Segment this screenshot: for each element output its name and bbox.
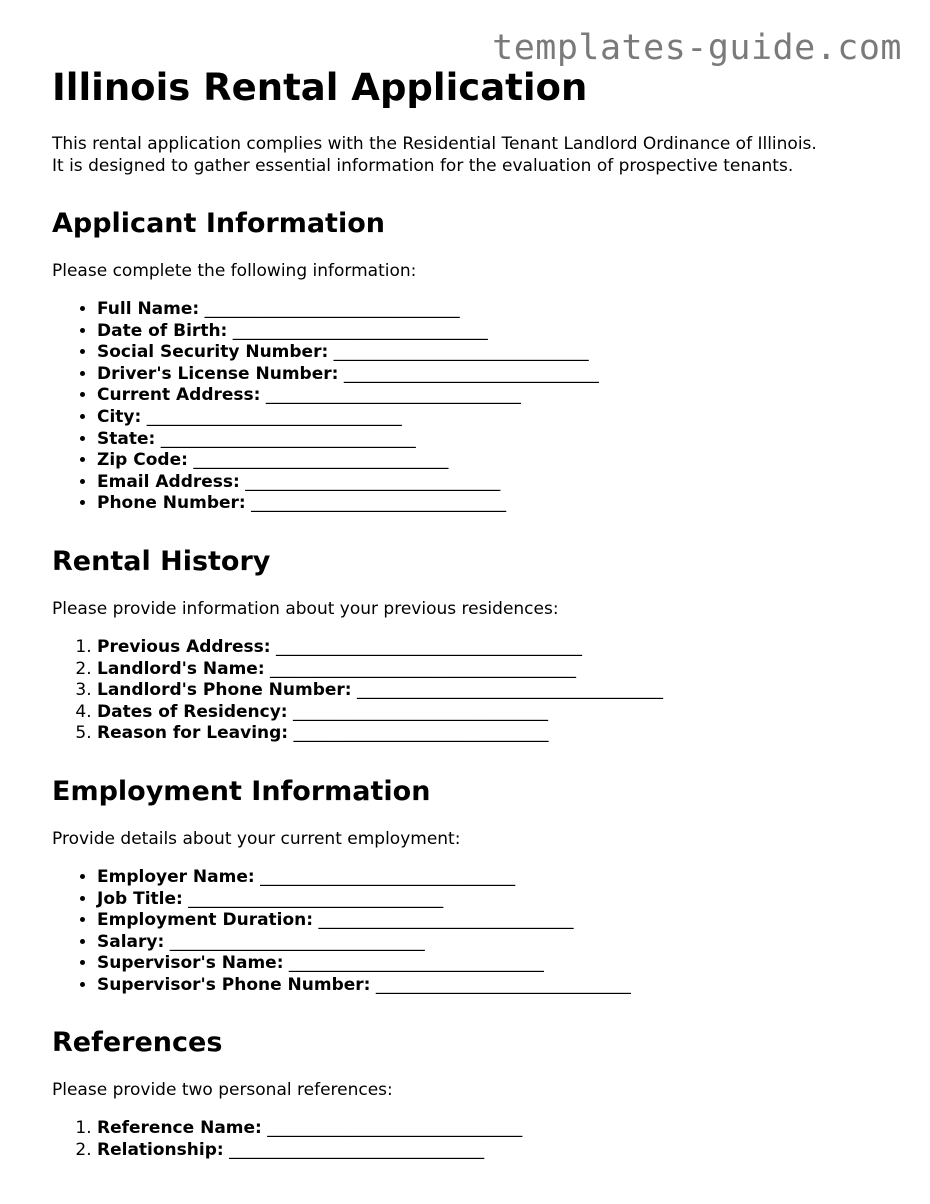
list-item: [97, 321, 902, 343]
intro-line-1: This rental application complies with the Residential Tenant Landlord Ordinance of Illinois.: [52, 134, 817, 154]
field-blank[interactable]: ____________________________________: [270, 658, 577, 679]
section-heading-rental-history: Rental History: [52, 545, 271, 577]
field-label: Job Title:: [97, 888, 183, 909]
list-item: [97, 659, 902, 681]
list-item: [97, 975, 902, 997]
list-item: [97, 407, 902, 429]
list-item: [97, 910, 902, 932]
list-item: [97, 364, 902, 386]
field-label: Relationship:: [97, 1140, 224, 1161]
section-lead-employment: Provide details about your current employment:: [52, 828, 461, 849]
list-item: [97, 889, 902, 911]
field-label: Phone Number:: [97, 493, 246, 514]
list-item: [97, 637, 902, 659]
field-blank[interactable]: ______________________________: [293, 723, 549, 744]
section-heading-applicant: Applicant Information: [52, 208, 385, 239]
field-blank[interactable]: ______________________________: [288, 953, 544, 974]
field-blank[interactable]: ______________________________: [232, 320, 488, 341]
list-item: [97, 702, 902, 724]
section-lead-references: Please provide two personal references:: [52, 1080, 393, 1101]
field-blank[interactable]: ______________________________: [146, 406, 402, 427]
field-label: Salary:: [97, 931, 165, 952]
field-blank[interactable]: ______________________________: [245, 471, 501, 492]
section-lead-rental-history: Please provide information about your previous residences:: [52, 598, 559, 619]
field-label: Landlord's Name:: [97, 658, 265, 679]
list-item: [97, 493, 902, 515]
field-label: Supervisor's Phone Number:: [97, 974, 371, 995]
field-label: Dates of Residency:: [97, 701, 288, 722]
field-blank[interactable]: ______________________________: [193, 450, 449, 471]
section-heading-references: References: [52, 1027, 223, 1059]
field-blank[interactable]: ______________________________: [293, 701, 549, 722]
list-item: [97, 342, 902, 364]
field-blank[interactable]: ______________________________: [169, 931, 425, 952]
field-blank[interactable]: ______________________________: [265, 385, 521, 406]
field-blank[interactable]: ______________________________: [160, 428, 416, 449]
list-item: [97, 1118, 902, 1140]
intro-paragraph: [52, 134, 902, 177]
section-heading-employment: Employment Information: [52, 775, 431, 807]
list-item: [97, 1140, 902, 1162]
field-label: City:: [97, 406, 142, 427]
field-label: Zip Code:: [97, 450, 188, 471]
rental-history-field-list: [52, 637, 902, 745]
field-label: Date of Birth:: [97, 320, 228, 341]
field-label: Social Security Number:: [97, 342, 329, 363]
field-label: Driver's License Number:: [97, 363, 339, 384]
field-blank[interactable]: ____________________________________: [275, 636, 582, 657]
list-item: [97, 723, 902, 745]
intro-line-2: It is designed to gather essential information for the evaluation of prospective tenants.: [52, 155, 794, 176]
field-label: State:: [97, 428, 156, 449]
field-label: Current Address:: [97, 385, 261, 406]
list-item: [97, 953, 902, 975]
field-blank[interactable]: ______________________________: [260, 866, 516, 887]
site-watermark: templates-guide.com: [492, 28, 902, 68]
list-item: [97, 429, 902, 451]
list-item: [97, 299, 902, 321]
field-label: Landlord's Phone Number:: [97, 680, 352, 701]
field-blank[interactable]: ______________________________: [333, 342, 589, 363]
list-item: [97, 867, 902, 889]
field-blank[interactable]: ______________________________: [375, 974, 631, 995]
employment-field-list: [52, 867, 902, 997]
field-label: Employment Duration:: [97, 910, 314, 931]
field-label: Previous Address:: [97, 636, 271, 657]
field-blank[interactable]: ____________________________________: [357, 680, 663, 701]
field-label: Reason for Leaving:: [97, 723, 289, 744]
applicant-field-list: [52, 299, 902, 515]
list-item: [97, 450, 902, 472]
list-item: [97, 680, 902, 702]
field-blank[interactable]: ______________________________: [318, 910, 574, 931]
field-label: Supervisor's Name:: [97, 953, 284, 974]
list-item: [97, 472, 902, 494]
field-blank[interactable]: ______________________________: [229, 1140, 485, 1161]
field-blank[interactable]: ______________________________: [267, 1118, 523, 1139]
list-item: [97, 932, 902, 954]
field-label: Full Name:: [97, 299, 200, 319]
field-blank[interactable]: ______________________________: [343, 363, 599, 384]
page-title: Illinois Rental Application: [52, 66, 588, 109]
references-field-list: [52, 1118, 902, 1161]
section-lead-applicant: Please complete the following information:: [52, 261, 417, 281]
document-page: [52, 66, 902, 1162]
field-label: Reference Name:: [97, 1118, 262, 1139]
list-item: [97, 385, 902, 407]
field-blank[interactable]: ______________________________: [204, 299, 460, 319]
field-blank[interactable]: ______________________________: [251, 493, 507, 514]
field-label: Employer Name:: [97, 866, 255, 887]
field-label: Email Address:: [97, 471, 240, 492]
field-blank[interactable]: ______________________________: [188, 888, 444, 909]
